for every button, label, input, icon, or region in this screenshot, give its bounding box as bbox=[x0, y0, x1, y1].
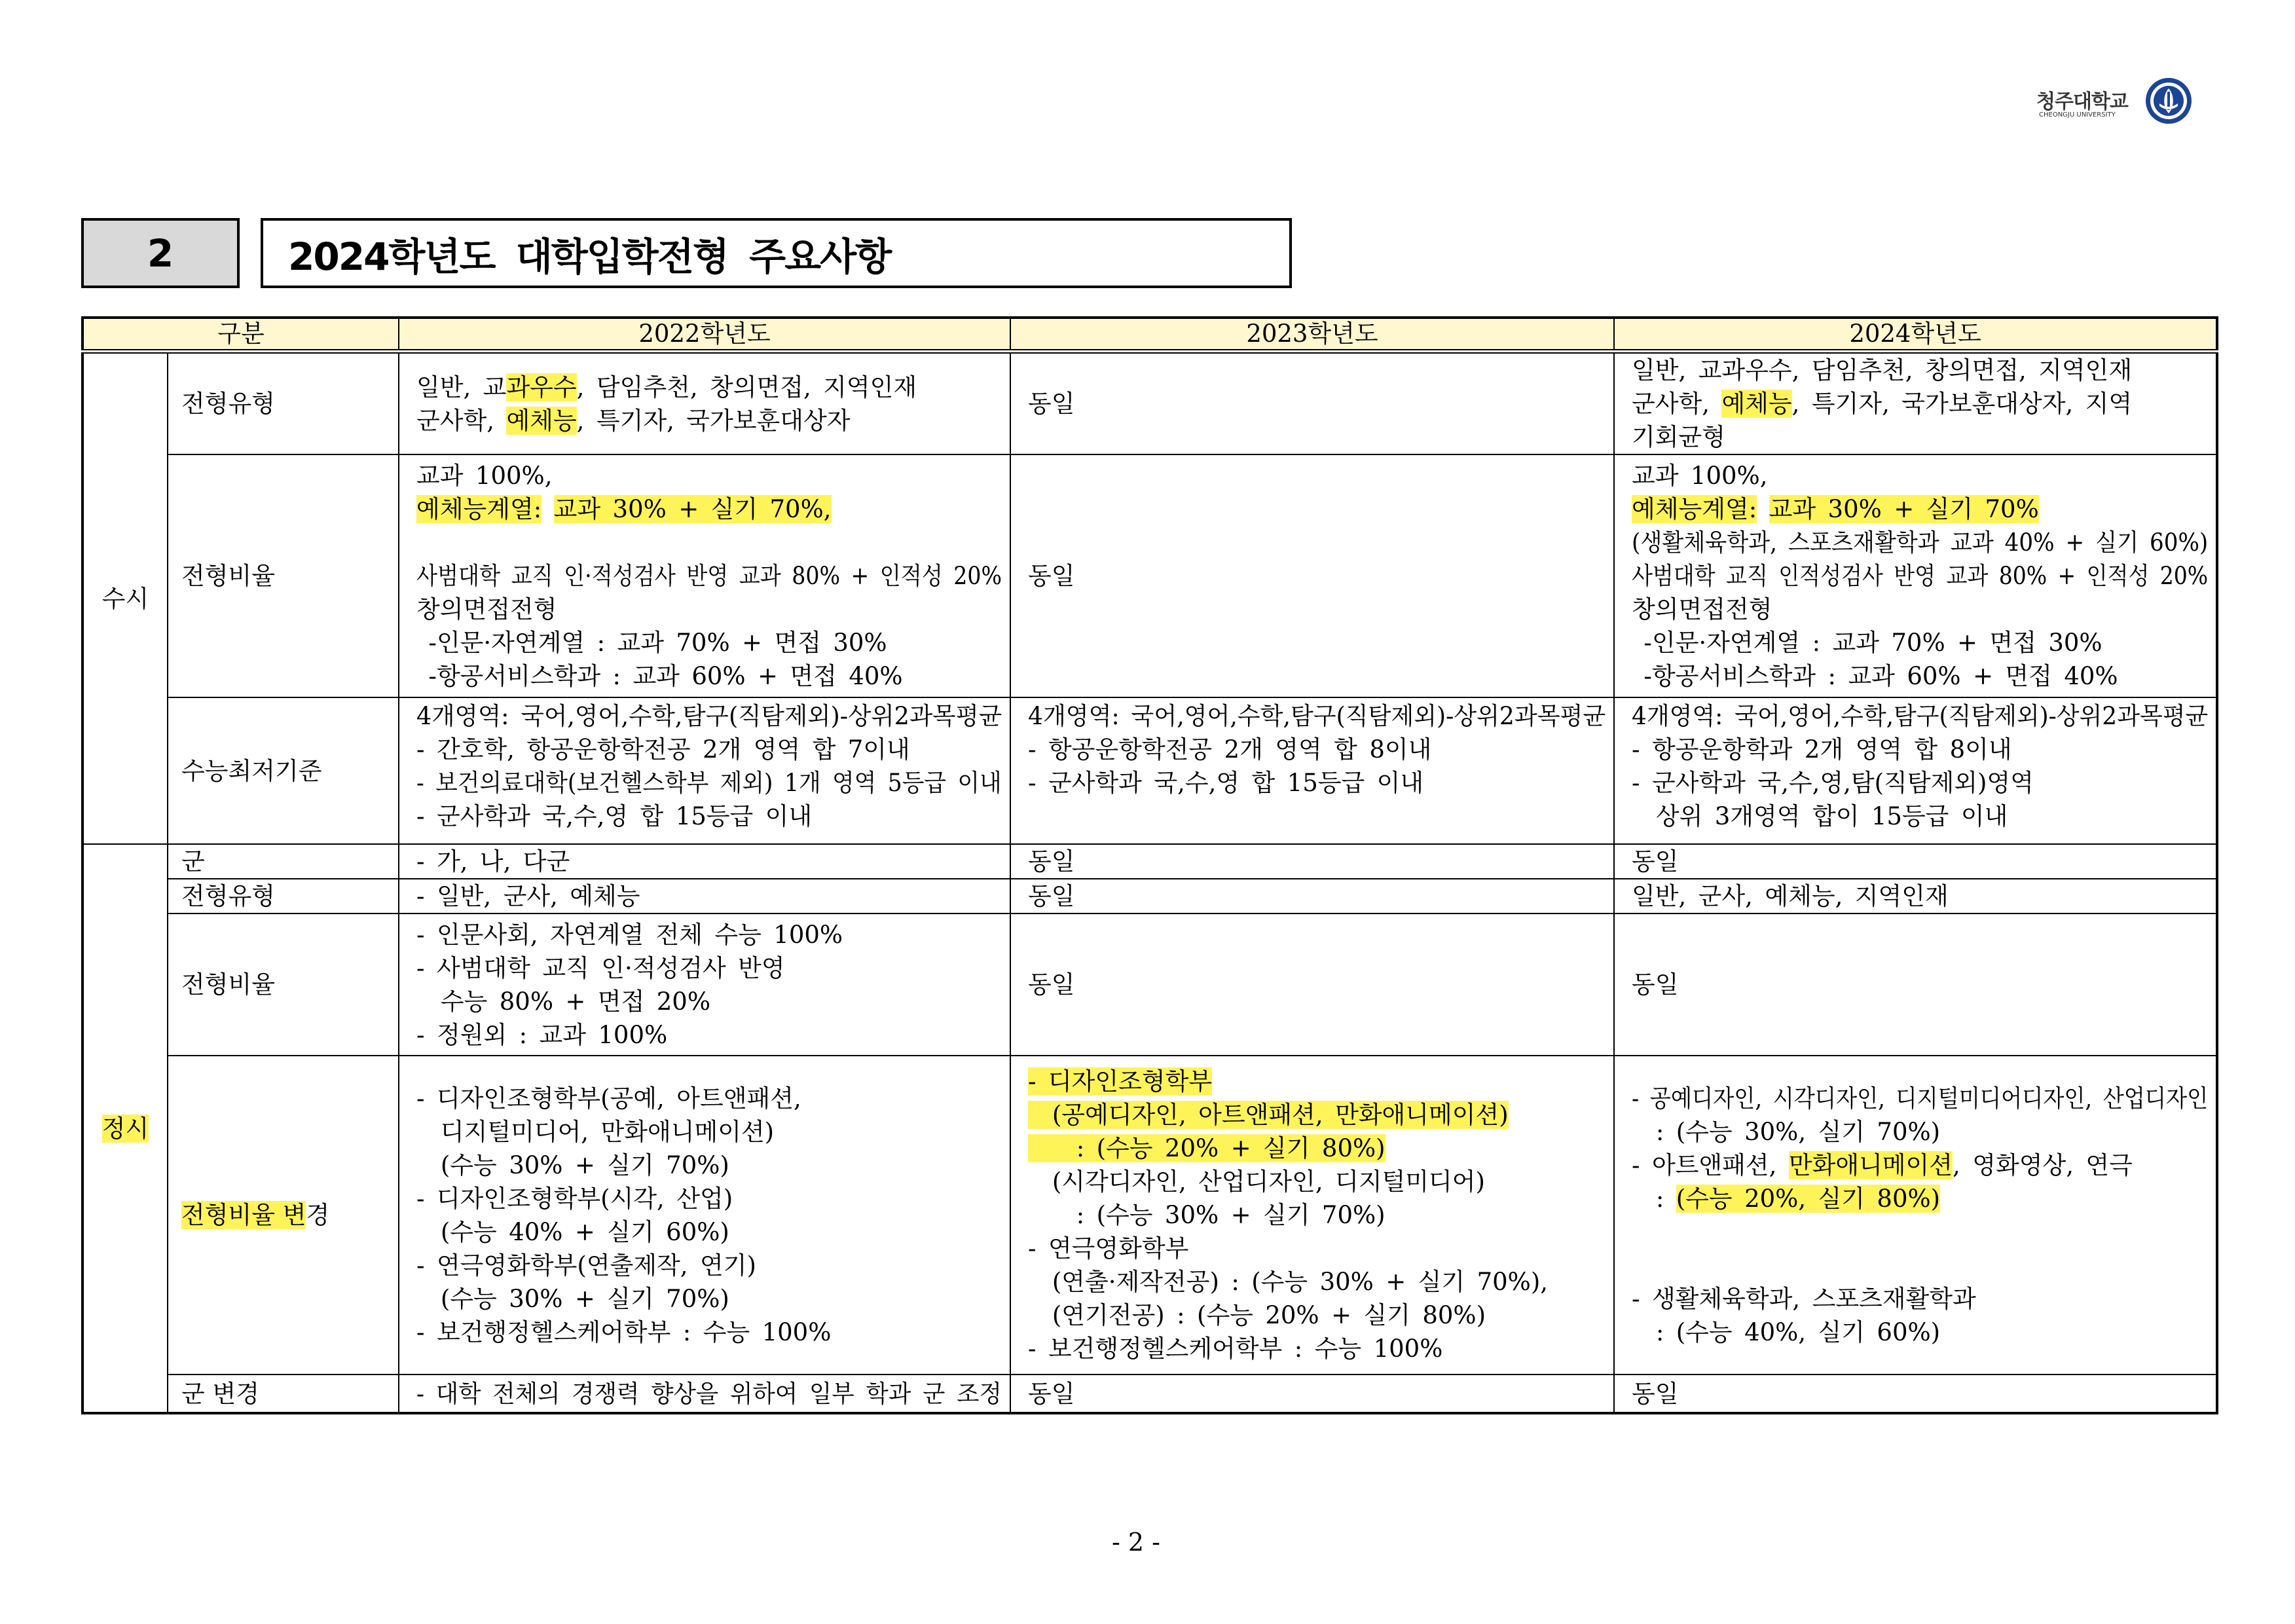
highlighted-text: 전형비율 변 bbox=[181, 1201, 306, 1229]
line-content bbox=[181, 1198, 329, 1232]
section-title: 2024학년도 대학입학전형 주요사항 bbox=[261, 218, 1292, 288]
text-segment: , 영화영상, 연극 bbox=[1953, 1151, 2133, 1179]
line-content bbox=[416, 371, 917, 404]
text-line bbox=[416, 1149, 1002, 1182]
logo-name-korean: 청주대학교 bbox=[2036, 90, 2128, 113]
line-content: -인문·자연계열 : 교과 70% + 면접 30% bbox=[1632, 629, 2102, 657]
line-content: - 연극영화학부(연출제작, 연기) bbox=[416, 1251, 756, 1280]
text-line bbox=[416, 699, 1002, 733]
line-content: 전형유형 bbox=[181, 390, 275, 418]
text-line bbox=[181, 1198, 392, 1232]
line-content: - 일반, 군사, 예체능 bbox=[416, 882, 640, 910]
line-content: -항공서비스학과 : 교과 60% + 면접 40% bbox=[416, 662, 903, 690]
text-line bbox=[416, 951, 1002, 985]
line-content: - 보건행정헬스케어학부 : 수능 100% bbox=[1028, 1335, 1443, 1363]
row-label-cell bbox=[168, 913, 399, 1056]
text-line bbox=[1028, 1232, 1606, 1265]
cell-year-2023 bbox=[1010, 879, 1614, 913]
text-line bbox=[416, 1282, 1002, 1316]
row-label-cell bbox=[168, 844, 399, 879]
line-content: - 가, 나, 다군 bbox=[416, 847, 570, 876]
cell-year-2023 bbox=[1010, 1375, 1614, 1413]
line-content bbox=[1632, 1182, 1940, 1215]
text-line bbox=[86, 1112, 164, 1145]
text-line bbox=[1028, 1332, 1606, 1365]
table-row bbox=[83, 1056, 2217, 1375]
cell-year-2023 bbox=[1010, 913, 1614, 1056]
text-line bbox=[1028, 733, 1606, 766]
text-line bbox=[416, 1018, 1002, 1052]
line-content: 동일 bbox=[1028, 1379, 1075, 1408]
cell-year-2024 bbox=[1614, 879, 2217, 913]
text-line bbox=[1632, 766, 2208, 800]
text-line bbox=[1632, 1215, 2208, 1249]
text-line bbox=[181, 879, 392, 913]
text-line bbox=[1632, 387, 2208, 420]
text-line bbox=[416, 626, 1002, 659]
table-row bbox=[83, 844, 2217, 879]
highlighted-text: : (수능 20% + 실기 80%) bbox=[1028, 1134, 1386, 1162]
text-line bbox=[1632, 659, 2208, 693]
university-logo bbox=[2036, 77, 2194, 127]
text-line bbox=[1028, 766, 1606, 800]
text-line bbox=[1632, 626, 2208, 659]
text-line bbox=[416, 526, 1002, 559]
line-content bbox=[1028, 1098, 1509, 1132]
line-content bbox=[416, 492, 832, 526]
text-line bbox=[416, 404, 1002, 437]
line-content: 기회균형 bbox=[1632, 423, 1725, 451]
highlighted-text: (수능 20%, 실기 80%) bbox=[1676, 1184, 1941, 1213]
text-line bbox=[1028, 1265, 1606, 1299]
row-label-cell bbox=[168, 352, 399, 455]
cell-year-2024 bbox=[1614, 1375, 2217, 1413]
line-content bbox=[1028, 1065, 1212, 1098]
cell-year-2024 bbox=[1614, 913, 2217, 1056]
text-line bbox=[1028, 879, 1606, 913]
highlighted-text: 예체능 bbox=[1721, 390, 1792, 418]
line-content: 동일 bbox=[1028, 390, 1075, 418]
header-2023: 2023학년도 bbox=[1010, 318, 1614, 352]
cell-year-2022 bbox=[399, 879, 1010, 913]
line-content: (시각디자인, 산업디자인, 디지털미디어) bbox=[1028, 1168, 1485, 1196]
line-content: (생활체육학과, 스포츠재활학과 교과 40% + 실기 60%) bbox=[1632, 528, 2209, 557]
text-line bbox=[181, 845, 392, 878]
row-label-cell bbox=[168, 454, 399, 697]
line-content: - 디자인조형학부(공예, 아트앤패션, bbox=[416, 1084, 801, 1113]
text-line bbox=[416, 593, 1002, 626]
cell-year-2022 bbox=[399, 1056, 1010, 1375]
text-line bbox=[416, 1316, 1002, 1349]
text-line bbox=[1028, 1198, 1606, 1232]
highlighted-text: 예체능계열: bbox=[1632, 495, 1757, 523]
header-2024: 2024학년도 bbox=[1614, 318, 2217, 352]
highlighted-text: 만화애니메이션 bbox=[1788, 1151, 1953, 1179]
line-content: - 항공운항학전공 2개 영역 합 8이내 bbox=[1028, 735, 1432, 764]
table-row bbox=[83, 697, 2217, 844]
cell-year-2023 bbox=[1010, 1056, 1614, 1375]
line-content: 동일 bbox=[1632, 1379, 1679, 1408]
text-line bbox=[1632, 845, 2208, 878]
text-line bbox=[1028, 845, 1606, 878]
highlighted-text: 과우수 bbox=[506, 373, 577, 401]
table-row bbox=[83, 1375, 2217, 1413]
table-row bbox=[83, 879, 2217, 913]
cell-year-2023 bbox=[1010, 352, 1614, 455]
text-line bbox=[1632, 1282, 2208, 1316]
text-line bbox=[1028, 387, 1606, 420]
line-content: -항공서비스학과 : 교과 60% + 면접 40% bbox=[1632, 662, 2118, 690]
text-line bbox=[416, 918, 1002, 951]
highlighted-text: 교과 30% + 실기 70% bbox=[1769, 495, 2039, 523]
text-line bbox=[416, 985, 1002, 1018]
highlighted-text: 예체능 bbox=[506, 406, 577, 435]
text-segment: - 아트앤패션, bbox=[1632, 1151, 1789, 1179]
line-content: 전형비율 bbox=[181, 970, 275, 999]
line-content: - 생활체육학과, 스포츠재활학과 bbox=[1632, 1284, 1976, 1313]
line-content: 4개영역: 국어,영어,수학,탐구(직탐제외)-상위2과목평균 bbox=[1632, 702, 2209, 730]
line-content: - 항공운항학과 2개 영역 합 8이내 bbox=[1632, 735, 2012, 764]
text-line bbox=[1632, 699, 2208, 733]
text-line bbox=[181, 559, 392, 593]
line-content: - 보건행정헬스케어학부 : 수능 100% bbox=[416, 1318, 832, 1346]
text-line bbox=[181, 387, 392, 420]
line-content: 전형유형 bbox=[181, 882, 275, 910]
text-line bbox=[1028, 1065, 1606, 1098]
highlighted-text: (공예디자인, 아트앤패션, 만화애니메이션) bbox=[1028, 1101, 1509, 1129]
line-content: - 보건의료대학(보건헬스학부 제외) 1개 영역 5등급 이내 bbox=[416, 769, 1002, 797]
text-segment: , 특기자, 국가보훈대상자 bbox=[576, 406, 851, 435]
text-line bbox=[1632, 879, 2208, 913]
text-line bbox=[1028, 1132, 1606, 1165]
text-line bbox=[1028, 699, 1606, 733]
text-line bbox=[416, 459, 1002, 492]
line-content: - 군사학과 국,수,영 합 15등급 이내 bbox=[416, 802, 813, 830]
text-line bbox=[1632, 526, 2208, 559]
text-segment: , 특기자, 국가보훈대상자, 지역 bbox=[1791, 390, 2133, 418]
line-content bbox=[1632, 1149, 2133, 1182]
text-line bbox=[416, 879, 1002, 913]
text-line bbox=[1028, 1165, 1606, 1198]
line-content: - 공예디자인, 시각디자인, 디지털미디어디자인, 산업디자인 bbox=[1632, 1084, 2209, 1113]
group-label-cell bbox=[83, 352, 168, 845]
line-content: 동일 bbox=[1632, 847, 1679, 876]
cell-year-2023 bbox=[1010, 697, 1614, 844]
text-line bbox=[1632, 559, 2208, 593]
section-number-box: 2 bbox=[81, 218, 240, 288]
line-content: 수능최저기준 bbox=[181, 756, 322, 785]
line-content: 교과 100%, bbox=[416, 462, 553, 490]
line-content: 동일 bbox=[1028, 562, 1075, 590]
logo-name-english: CHEONGJU UNIVERSITY bbox=[2039, 111, 2116, 119]
text-line bbox=[416, 1115, 1002, 1149]
text-line bbox=[1632, 1249, 2208, 1282]
text-line bbox=[416, 800, 1002, 833]
line-content: 일반, 교과우수, 담임추천, 창의면접, 지역인재 bbox=[1632, 356, 2133, 384]
cell-year-2023 bbox=[1010, 454, 1614, 697]
table-row bbox=[83, 352, 2217, 455]
line-content: - 대학 전체의 경쟁력 향상을 위하여 일부 학과 군 조정 bbox=[416, 1379, 1002, 1408]
text-line bbox=[1632, 420, 2208, 454]
row-label-cell bbox=[168, 1375, 399, 1413]
line-content: 동일 bbox=[1028, 970, 1075, 999]
text-segment: : bbox=[1632, 1184, 1676, 1213]
cell-year-2022 bbox=[399, 1375, 1010, 1413]
line-content bbox=[102, 1112, 149, 1145]
line-content bbox=[416, 404, 850, 437]
line-content: 창의면접전형 bbox=[1632, 595, 1772, 623]
table-row bbox=[83, 913, 2217, 1056]
text-line bbox=[416, 659, 1002, 693]
cell-year-2024 bbox=[1614, 454, 2217, 697]
line-content bbox=[1632, 492, 2039, 526]
text-line bbox=[1632, 1149, 2208, 1182]
highlighted-text: 예체능계열: bbox=[416, 495, 542, 523]
line-content bbox=[1028, 1132, 1386, 1165]
header-row bbox=[83, 318, 2217, 352]
line-content: 디지털미디어, 만화애니메이션) bbox=[416, 1117, 775, 1146]
text-line bbox=[1632, 1082, 2208, 1115]
text-line bbox=[1028, 1377, 1606, 1411]
text-line bbox=[416, 1182, 1002, 1215]
line-content: - 인문사회, 자연계열 전체 수능 100% bbox=[416, 920, 843, 949]
cell-year-2024 bbox=[1614, 697, 2217, 844]
cell-year-2024 bbox=[1614, 844, 2217, 879]
cell-year-2024 bbox=[1614, 1056, 2217, 1375]
header-category: 구분 bbox=[83, 318, 399, 352]
line-content: - 간호학, 항공운항학전공 2개 영역 합 7이내 bbox=[416, 735, 910, 764]
text-line bbox=[181, 754, 392, 788]
table-row bbox=[83, 454, 2217, 697]
line-content: - 연극영화학부 bbox=[1028, 1234, 1189, 1263]
text-segment: 경 bbox=[306, 1201, 330, 1229]
line-content: : (수능 30%, 실기 70%) bbox=[1632, 1117, 1941, 1146]
text-line bbox=[416, 1377, 1002, 1411]
line-content: 상위 3개영역 합이 15등급 이내 bbox=[1632, 802, 2008, 830]
cell-year-2022 bbox=[399, 454, 1010, 697]
line-content: 동일 bbox=[1632, 970, 1679, 999]
text-line bbox=[416, 559, 1002, 593]
line-content: 동일 bbox=[1028, 882, 1075, 910]
line-content: - 군사학과 국,수,영 합 15등급 이내 bbox=[1028, 769, 1424, 797]
line-content: (수능 40% + 실기 60%) bbox=[416, 1217, 729, 1246]
line-content: 창의면접전형 bbox=[416, 595, 557, 623]
highlighted-text: - 디자인조형학부 bbox=[1028, 1067, 1213, 1096]
line-content: 4개영역: 국어,영어,수학,탐구(직탐제외)-상위2과목평균 bbox=[416, 702, 1002, 730]
line-content: 사범대학 교직 인적성검사 반영 교과 80% + 인적성 20% bbox=[1632, 562, 2209, 590]
group-label-cell bbox=[83, 844, 168, 1413]
text-line bbox=[1632, 968, 2208, 1001]
text-line bbox=[1632, 492, 2208, 526]
text-line bbox=[416, 1249, 1002, 1282]
text-line bbox=[1028, 1299, 1606, 1332]
text-line bbox=[416, 371, 1002, 404]
text-line bbox=[1632, 800, 2208, 833]
text-line bbox=[1028, 1098, 1606, 1132]
cell-year-2022 bbox=[399, 913, 1010, 1056]
line-content: - 정원외 : 교과 100% bbox=[416, 1020, 668, 1049]
text-line bbox=[416, 845, 1002, 878]
text-line bbox=[416, 1215, 1002, 1249]
text-line bbox=[1632, 593, 2208, 626]
admission-comparison-table bbox=[81, 316, 2218, 1414]
text-segment bbox=[542, 495, 553, 523]
line-content: : (수능 30% + 실기 70%) bbox=[1028, 1201, 1386, 1229]
cell-year-2023 bbox=[1010, 844, 1614, 879]
text-line bbox=[416, 733, 1002, 766]
university-emblem-icon bbox=[2145, 77, 2192, 124]
line-content: 4개영역: 국어,영어,수학,탐구(직탐제외)-상위2과목평균 bbox=[1028, 702, 1606, 730]
text-line bbox=[416, 766, 1002, 800]
text-line bbox=[1028, 559, 1606, 593]
line-content: 사범대학 교직 인·적성검사 반영 교과 80% + 인적성 20% bbox=[416, 562, 1002, 590]
line-content: : (수능 40%, 실기 60%) bbox=[1632, 1318, 1941, 1346]
line-content: 군 bbox=[181, 847, 205, 876]
text-line bbox=[1028, 968, 1606, 1001]
line-content: 일반, 군사, 예체능, 지역인재 bbox=[1632, 882, 1949, 910]
line-content: (수능 30% + 실기 70%) bbox=[416, 1151, 729, 1179]
text-line bbox=[1632, 1316, 2208, 1349]
text-line bbox=[1632, 1377, 2208, 1411]
line-content: 전형비율 bbox=[181, 562, 275, 590]
cell-year-2024 bbox=[1614, 352, 2217, 455]
text-line bbox=[86, 582, 164, 616]
text-line bbox=[181, 1377, 392, 1411]
text-segment bbox=[1757, 495, 1769, 523]
row-label-cell bbox=[168, 879, 399, 913]
text-line bbox=[1632, 459, 2208, 492]
text-segment: 군사학, bbox=[1632, 390, 1722, 418]
line-content: 교과 100%, bbox=[1632, 462, 1768, 490]
line-content: 수시 bbox=[101, 584, 149, 613]
line-content: (수능 30% + 실기 70%) bbox=[416, 1284, 729, 1313]
line-content bbox=[1632, 387, 2132, 420]
text-line bbox=[1632, 733, 2208, 766]
highlighted-text: 교과 30% + 실기 70%, bbox=[553, 495, 832, 523]
line-content: - 군사학과 국,수,영,탐(직탐제외)영역 bbox=[1632, 769, 2034, 797]
text-line bbox=[1632, 1115, 2208, 1149]
text-line bbox=[181, 968, 392, 1001]
line-content: -인문·자연계열 : 교과 70% + 면접 30% bbox=[416, 629, 887, 657]
cell-year-2022 bbox=[399, 697, 1010, 844]
text-segment: , 담임추천, 창의면접, 지역인재 bbox=[576, 373, 917, 401]
text-line bbox=[416, 492, 1002, 526]
text-line bbox=[1632, 354, 2208, 387]
row-label-cell bbox=[168, 1056, 399, 1375]
header-2022: 2022학년도 bbox=[399, 318, 1010, 352]
line-content: (연출·제작전공) : (수능 30% + 실기 70%), bbox=[1028, 1268, 1549, 1296]
table-body bbox=[83, 352, 2217, 1414]
text-line bbox=[416, 1082, 1002, 1115]
line-content: 군 변경 bbox=[181, 1379, 259, 1408]
line-content: 동일 bbox=[1028, 847, 1075, 876]
highlighted-text: 정시 bbox=[101, 1114, 149, 1143]
page-number: - 2 - bbox=[1111, 1528, 1160, 1557]
text-segment: 일반, 교 bbox=[416, 373, 507, 401]
line-content: - 사범대학 교직 인·적성검사 반영 bbox=[416, 953, 785, 982]
row-label-cell bbox=[168, 697, 399, 844]
text-segment: 군사학, bbox=[416, 406, 507, 435]
line-content: - 디자인조형학부(시각, 산업) bbox=[416, 1184, 733, 1213]
text-line bbox=[1632, 1182, 2208, 1215]
cell-year-2022 bbox=[399, 844, 1010, 879]
line-content: (연기전공) : (수능 20% + 실기 80%) bbox=[1028, 1301, 1486, 1329]
line-content: 수능 80% + 면접 20% bbox=[416, 987, 710, 1016]
cell-year-2022 bbox=[399, 352, 1010, 455]
